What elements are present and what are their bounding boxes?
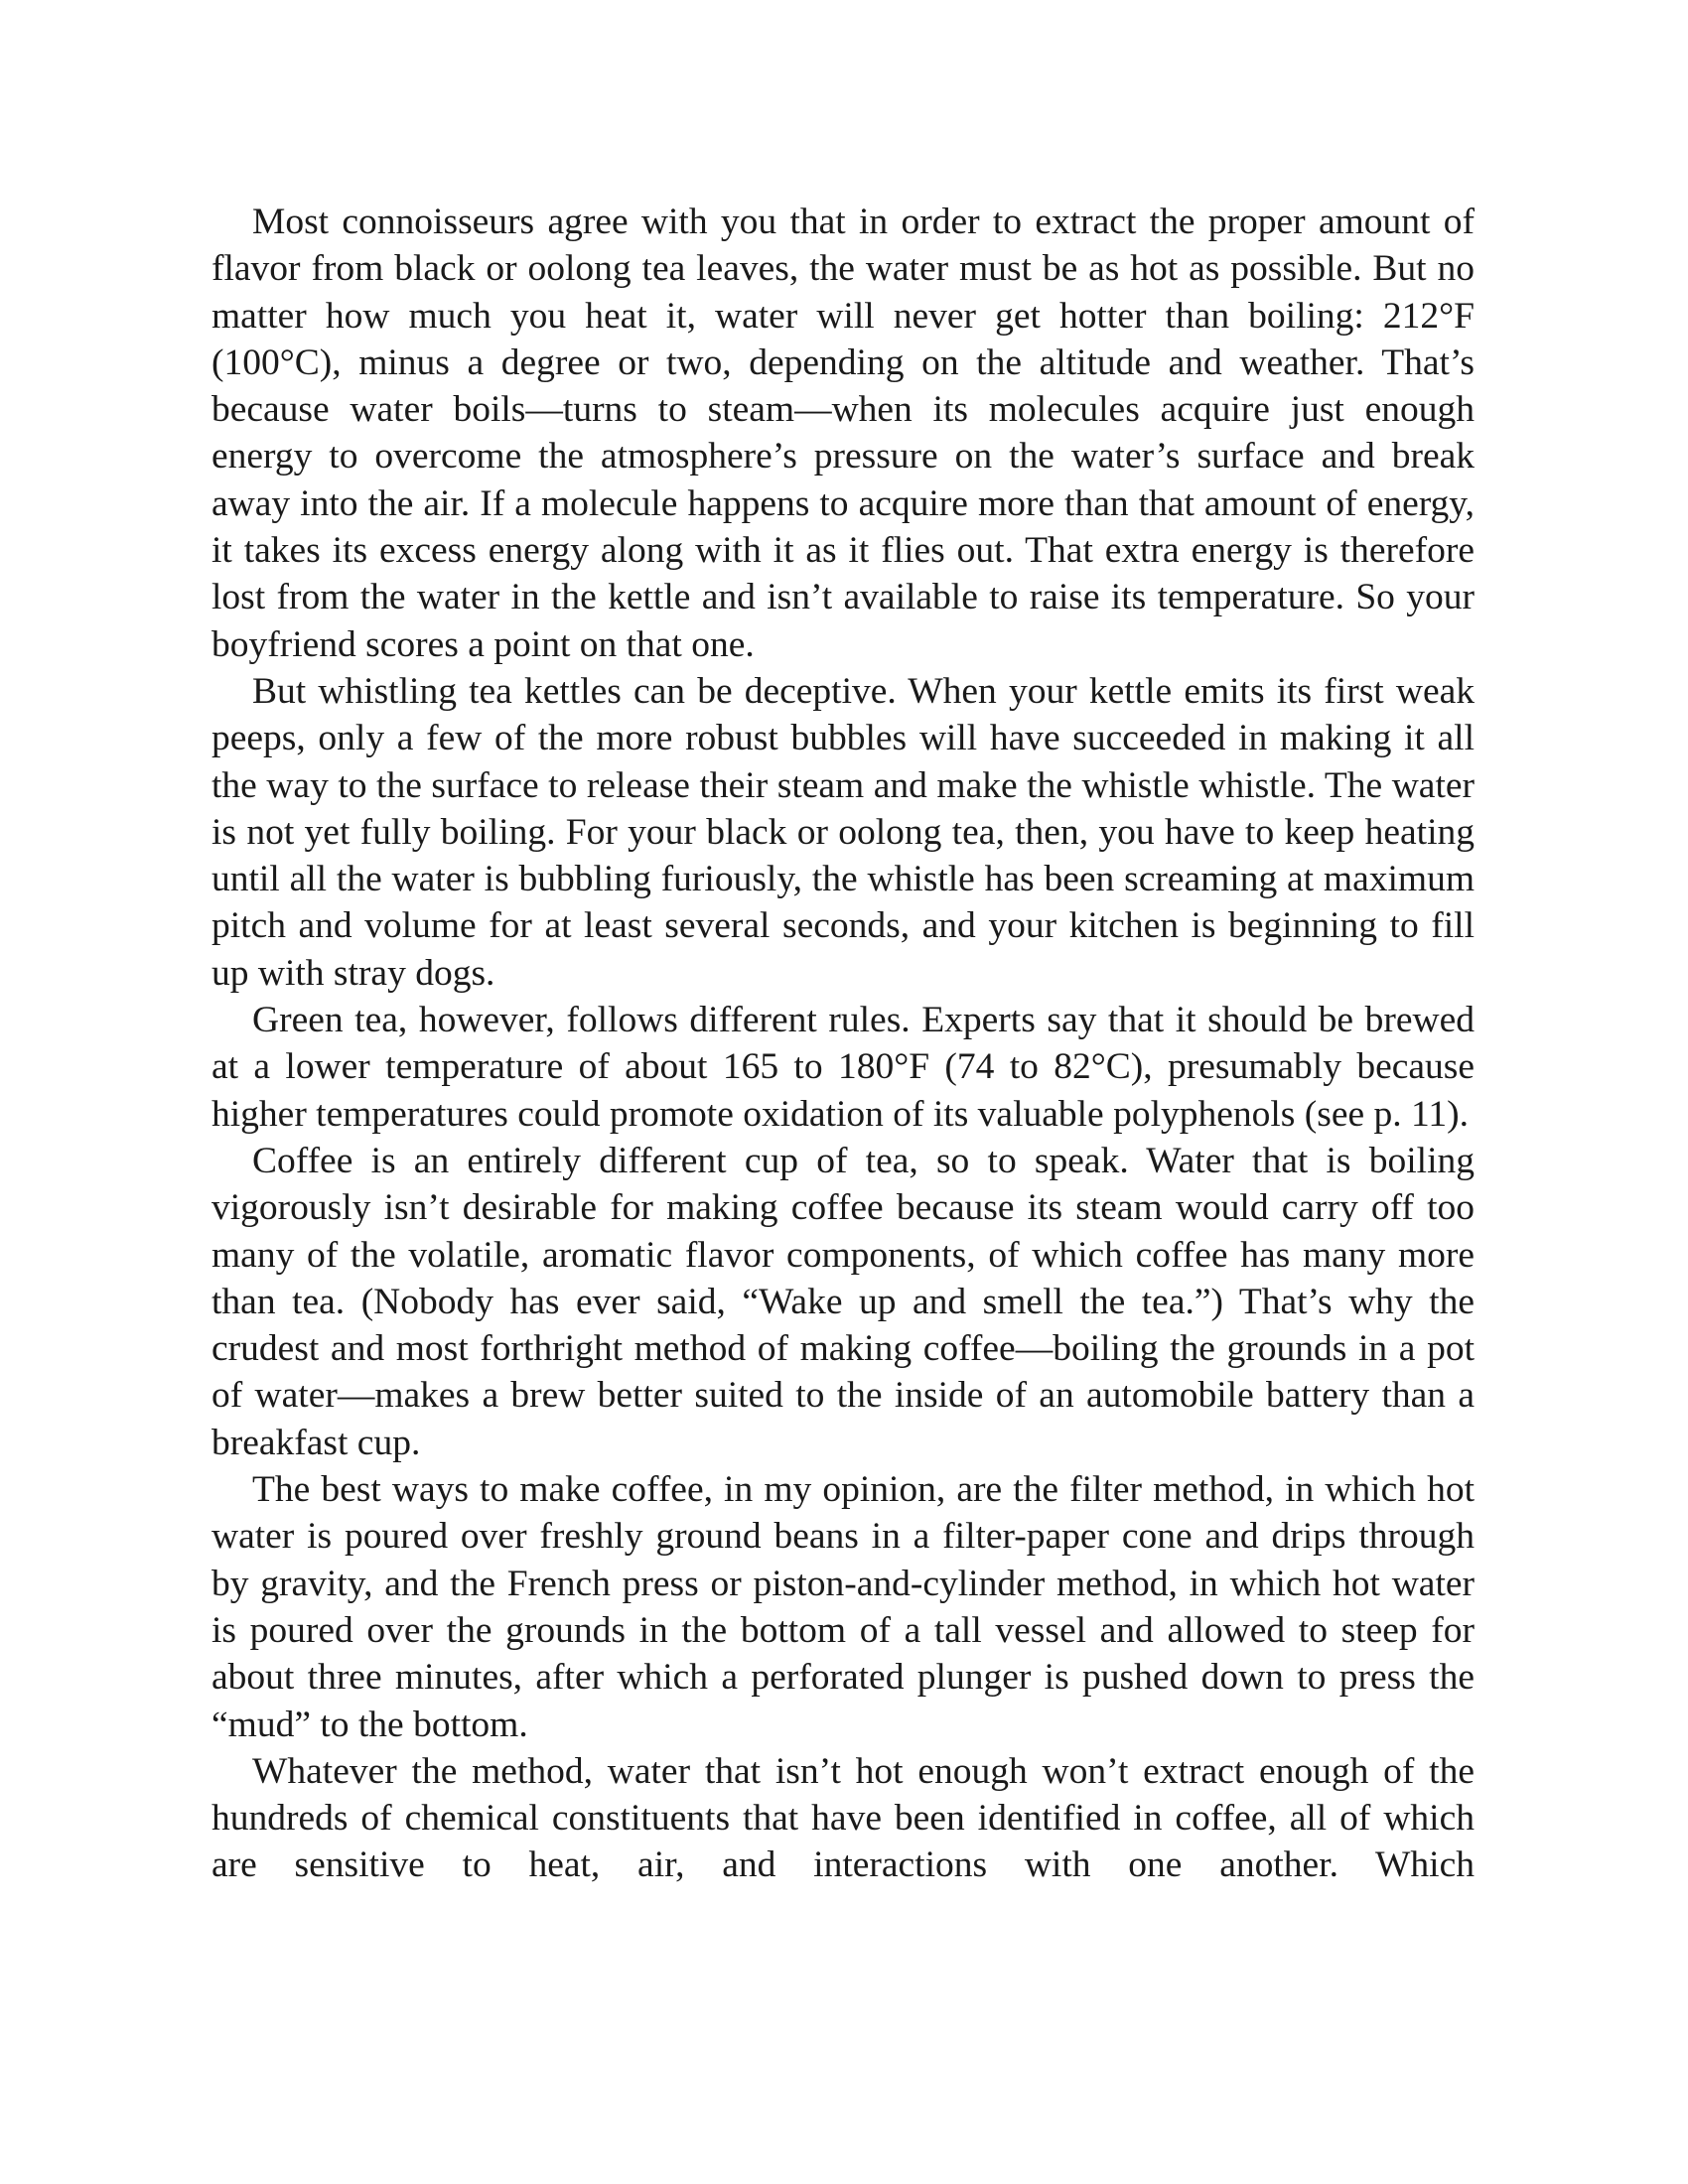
paragraph-extraction: Whatever the method, water that isn’t hot enough won’t extract enough of the hundreds of chemical constituents that have been identified in coffee, all of which are sensitive to heat, air, and interactions with one another. Which bbox=[211, 1750, 1475, 1886]
paragraph-whistling-kettles: But whistling tea kettles can be deceptive. When your kettle emits its first weak peeps, only a few of the more robust bubbles will have succeeded in making it all the way to the surface to release their steam and make the whistle whistle. The water is not yet fully boiling. For your black or oolong tea, then, you have to keep heating until all the water is bubbling furiously, the whistle has been screaming at maximum pitch and volume for at least several seconds, and your kitchen is beginning to fill up with stray dogs. bbox=[211, 670, 1475, 994]
paragraph-coffee-methods: The best ways to make coffee, in my opinion, are the filter method, in which hot water is poured over freshly ground beans in a filter-paper cone and drips through by gravity, and the French press or piston-and-cylinder method, in which hot water is poured over the grounds in the bottom of a tall vessel and allowed to steep for about three minutes, after which a perforated plunger is pushed down to press the “mud” to the bottom. bbox=[211, 1469, 1475, 1745]
paragraph-tea-water-temperature: Most connoisseurs agree with you that in order to extract the proper amount of flavor from black or oolong tea leaves, the water must be as hot as possible. But no matter how much you heat it, water will never get hotter than boiling: 212°F (100°C), minus a degree or two, depending on the altitude and weather. That’s because water boils—turns to steam—when its molecules acquire just enough energy to overcome the atmosphere’s pressure on the water’s surface and break away into the air. If a molecule happens to acquire more than that amount of energy, it takes its excess energy along with it as it flies out. That extra energy is therefore lost from the water in the kettle and isn’t available to raise its temperature. So your boyfriend scores a point on that one. bbox=[211, 202, 1475, 665]
paragraph-coffee-boiling: Coffee is an entirely different cup of tea, so to speak. Water that is boiling vigorously isn’t desirable for making coffee because its steam would carry off too many of the volatile, aromatic flavor components, of which coffee has many more than tea. (Nobody has ever said, “Wake up and smell the tea.”) That’s why the crudest and most forthright method of making coffee—boiling the grounds in a pot of water—makes a brew better suited to the inside of an automobile battery than a breakfast cup. bbox=[211, 1140, 1475, 1463]
body-text bbox=[211, 199, 1475, 1889]
paragraph-green-tea: Green tea, however, follows different rules. Experts say that it should be brewed at a lower temperature of about 165 to 180°F (74 to 82°C), presumably because higher temperatures could promote oxidation of its valuable polyphenols (see p. 11). bbox=[211, 1000, 1475, 1135]
